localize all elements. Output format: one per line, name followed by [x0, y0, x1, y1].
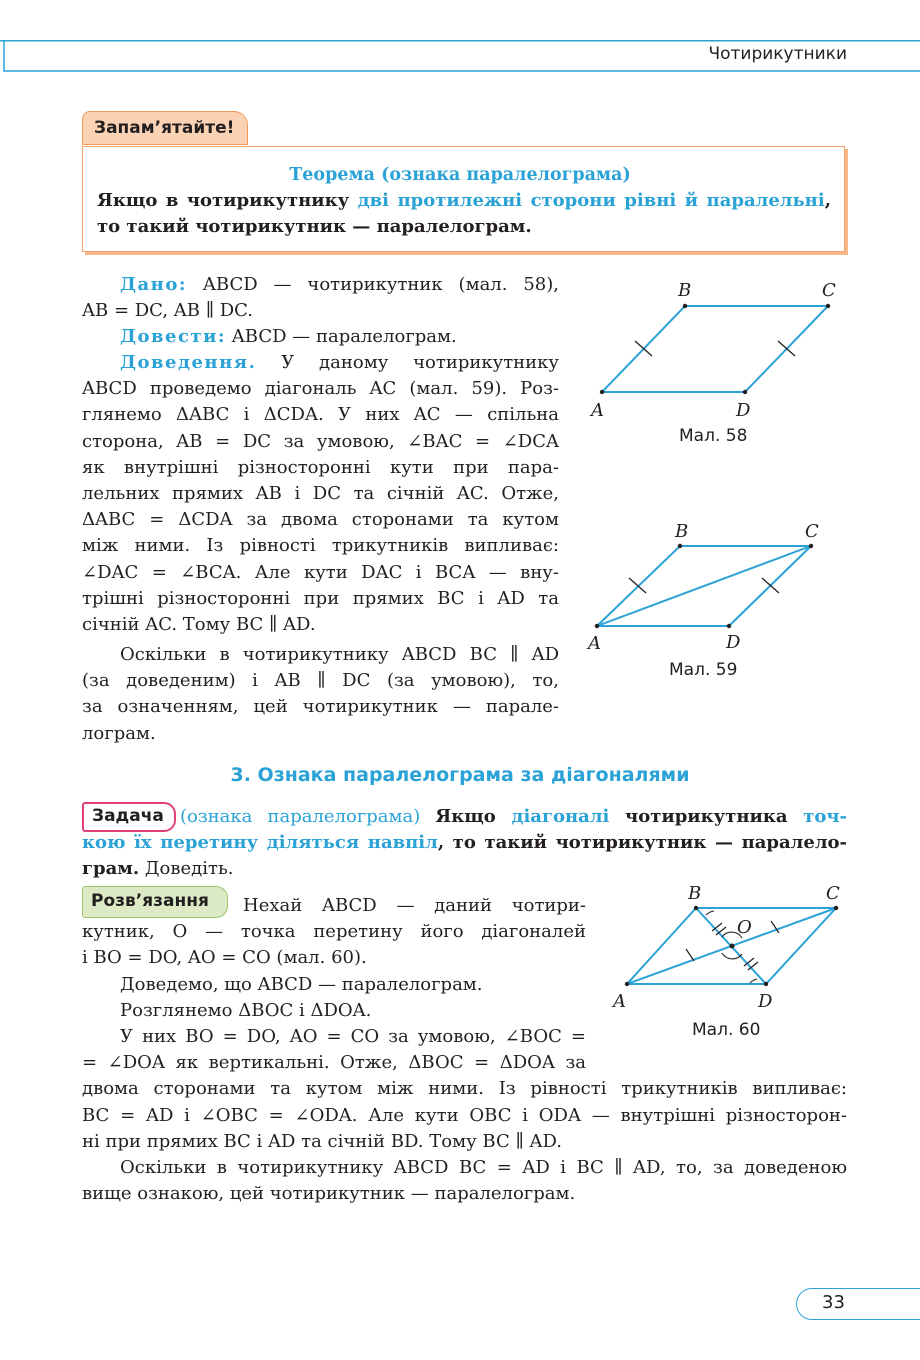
parallelogram-abcd	[602, 306, 828, 392]
vertex-label: C	[826, 883, 840, 904]
point-a	[625, 982, 629, 986]
point-a	[600, 390, 604, 394]
theorem-line-2: то такий чотирикутник — паралелограм.	[97, 216, 532, 237]
solution-line: = ∠DOA як вертикальні. Отже, ΔBOC = ΔDOA за	[82, 1052, 586, 1074]
solution-line: Нехай ABCD — даний чотири-	[243, 895, 586, 916]
theorem-text: Якщо в чотирикутнику	[97, 190, 358, 211]
theorem-text: ,	[824, 190, 831, 211]
given-line-2: AB = DC, AB ∥ DC.	[82, 300, 254, 321]
figure-59	[580, 515, 860, 665]
proof-text: У даному чотирикутнику	[256, 352, 559, 373]
tick-mark	[686, 949, 694, 961]
point-b	[683, 304, 687, 308]
page-number-frame	[796, 1288, 920, 1320]
page-number: 33	[822, 1292, 845, 1313]
point-d	[743, 390, 747, 394]
solution-line: Доведемо, що ABCD — паралелограм.	[120, 973, 483, 995]
solution-line: двома сторонами та кутом між ними. Із рівності трикутників випливає:	[82, 1078, 847, 1100]
vertex-label: B	[678, 280, 692, 301]
task-highlight: кою їх перетину діляться навпіл	[82, 832, 438, 854]
vertex-label: B	[688, 883, 702, 904]
task-highlight: точ-	[803, 806, 847, 827]
vertex-label: A	[591, 400, 604, 421]
given-line	[82, 272, 559, 298]
solution-line: Розглянемо ΔBOC і ΔDOA.	[120, 999, 372, 1021]
point-c	[834, 906, 838, 910]
given-label: Дано:	[120, 274, 187, 295]
angle-arc	[706, 911, 714, 915]
figure-59-caption: Мал. 59	[669, 660, 738, 680]
solution-line: Оскільки в чотирикутнику ABCD BC = AD і BC ∥ AD, то, за доведеною	[120, 1157, 847, 1178]
task-line-2	[82, 830, 847, 856]
proof-line: лельних прямих AB і DC та січній AC. Отже,	[82, 483, 559, 504]
point-c	[809, 544, 813, 548]
remember-tab: Запам’ятайте!	[82, 111, 248, 145]
task-text: грам.	[82, 858, 140, 880]
proof-line: глянемо ΔABC і ΔCDA. У них AC — спільна	[82, 404, 559, 426]
vertex-label: O	[737, 917, 752, 938]
vertex-label: D	[736, 400, 751, 421]
proof-line: сторона, AB = DC за умовою, ∠BAC = ∠DCA	[82, 430, 559, 452]
figure-58	[580, 275, 860, 425]
solution-line: ні при прямих BC і AD та січній BD. Тому BC ∥ AD.	[82, 1130, 562, 1152]
vertex-label: C	[822, 280, 836, 301]
proof-label: Доведення.	[120, 352, 257, 373]
vertex-label: A	[588, 633, 601, 654]
solution-line: і BO = DO, AO = CO (мал. 60).	[82, 947, 367, 969]
vertex-label: B	[675, 521, 689, 542]
vertex-label: C	[805, 521, 819, 542]
figure-60	[600, 875, 860, 1025]
point-a	[595, 624, 599, 628]
given-text: ABCD — чотирикутник (мал. 58),	[187, 274, 559, 295]
vertex-label: D	[726, 632, 741, 653]
vertex-label: D	[758, 991, 773, 1012]
conclusion-line: лограм.	[82, 722, 156, 744]
prove-line	[120, 324, 457, 350]
prove-text: ABCD — паралелограм.	[226, 326, 457, 347]
section-heading: 3. Ознака паралелограма за діагоналями	[230, 764, 690, 786]
point-d	[764, 982, 768, 986]
task-text: чотирикутника	[609, 806, 804, 827]
figure-60-caption: Мал. 60	[692, 1020, 761, 1040]
point-c	[826, 304, 830, 308]
task-text: Доведіть.	[139, 858, 234, 880]
conclusion-text: Оскільки в чотирикутнику ABCD BC ∥ AD	[120, 644, 559, 665]
theorem-line-1	[97, 188, 831, 214]
conclusion-line	[82, 642, 559, 668]
proof-line: січній AC. Тому BC ∥ AD.	[82, 614, 316, 635]
task-text: , то такий чотирикутник — паралело-	[437, 832, 847, 854]
conclusion-line: за означенням, цей чотирикутник — парале-	[82, 696, 559, 718]
vertex-label: A	[613, 991, 626, 1012]
running-header: Чотирикутники	[708, 44, 847, 64]
proof-line	[82, 350, 559, 376]
proof-line: між ними. Із рівності трикутників випливає:	[82, 535, 559, 557]
theorem-highlight: дві протилежні сторони рівні й паралельні	[357, 190, 825, 211]
task-highlight: діагоналі	[511, 806, 610, 827]
angle-arc	[750, 979, 757, 983]
task-tab: Задача	[82, 802, 176, 832]
solution-line: У них BO = DO, AO = CO за умовою, ∠BOC =	[120, 1026, 586, 1047]
proof-line: ∠DAC = ∠BCA. Але кути DAC і BCA — вну-	[82, 561, 559, 583]
theorem-title: Теорема (ознака паралелограма)	[289, 165, 631, 185]
point-o	[730, 944, 735, 949]
solution-line: вище ознакою, цей чотирикутник — паралелограм.	[82, 1183, 576, 1205]
diagonal-ac	[597, 546, 811, 626]
solution-line: BC = AD і ∠OBC = ∠ODA. Але кути OBC і ODA — внутрішні різносторон-	[82, 1104, 847, 1126]
proof-line: як внутрішні різносторонні кути при пара-	[82, 456, 559, 478]
point-d	[727, 624, 731, 628]
solution-tab: Розв’язання	[82, 886, 228, 918]
task-line-1	[82, 804, 847, 830]
proof-line: ABCD проведемо діагональ AC (мал. 59). Роз-	[82, 378, 559, 400]
proof-line: ΔABC = ΔCDA за двома сторонами та кутом	[82, 509, 559, 531]
solution-line: кутник, O — точка перетину його діагоналей	[82, 921, 586, 943]
task-line-3	[82, 856, 234, 882]
task-text: Якщо	[435, 806, 512, 827]
point-b	[694, 906, 698, 910]
figure-58-caption: Мал. 58	[679, 426, 748, 446]
task-text: (ознака паралелограма)	[180, 806, 436, 827]
proof-line: трішні різносторонні при прямих BC і AD та	[82, 587, 559, 609]
point-b	[678, 544, 682, 548]
prove-label: Довести:	[120, 326, 227, 347]
conclusion-line: (за доведеним) і AB ∥ DC (за умовою), то,	[82, 670, 559, 692]
